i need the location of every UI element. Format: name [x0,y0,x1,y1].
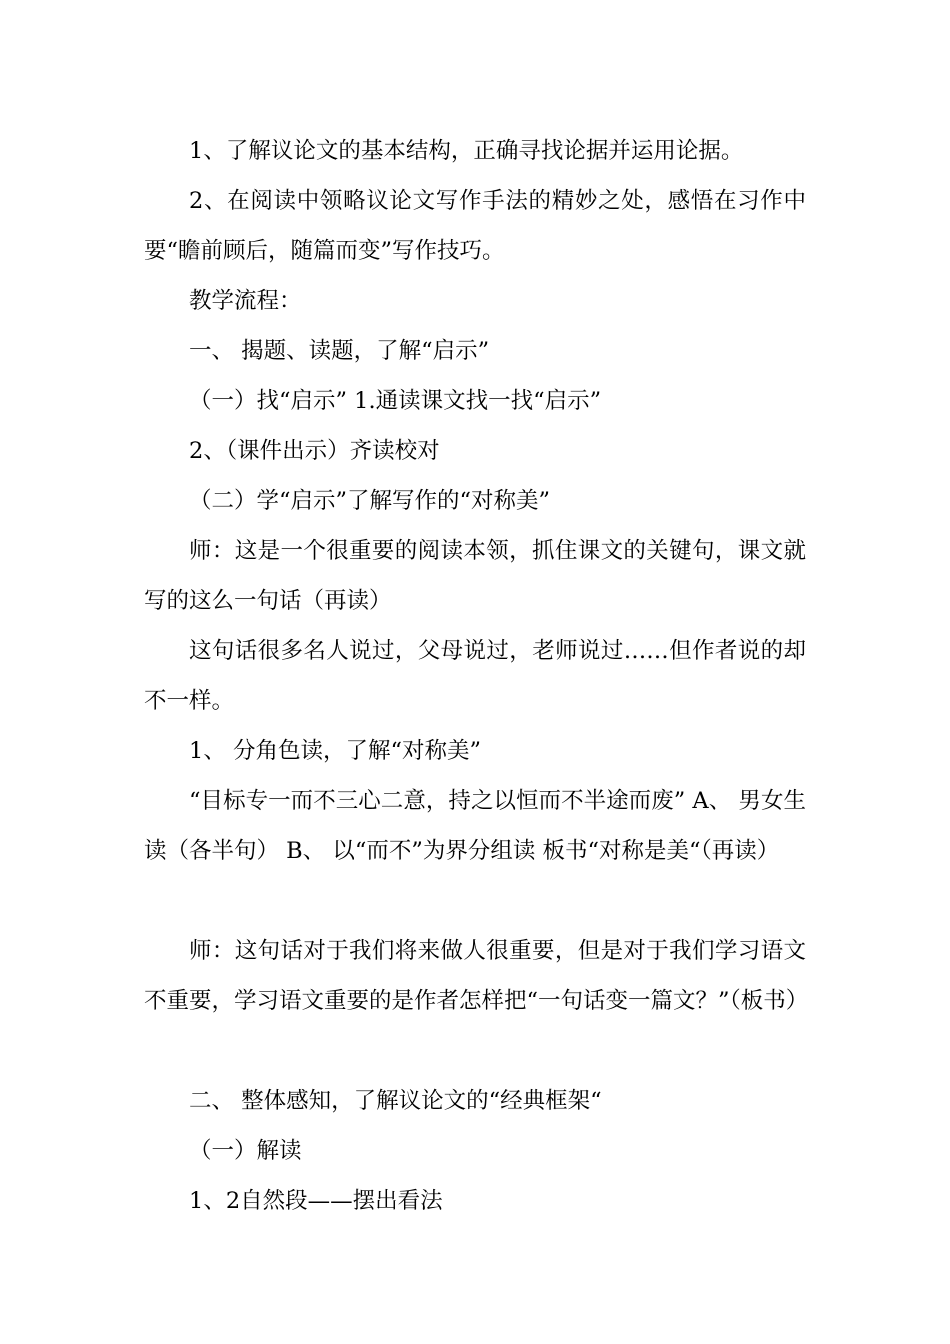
section-heading-teaching-process: 教学流程： [189,288,302,314]
teacher-remark-1: 师：这是一个很重要的阅读本领，抓住课文的关键句，课文就写的这么一句话（再读） [144,538,806,614]
substep-symmetry: （二）学“启示”了解写作的“对称美” [189,488,551,514]
substep-interpret: （一）解读 [189,1138,302,1164]
step-1-heading: 一、 揭题、读题，了解“启示” [189,338,490,364]
step-2-heading: 二、 整体感知，了解议论文的“经典框架“ [189,1088,602,1114]
paragraph-famous-people: 这句话很多名人说过，父母说过，老师说过……但作者说的却不一样。 [144,638,806,714]
objective-2: 2、在阅读中领略议论文写作手法的精妙之处，感悟在习作中要“瞻前顾后，随篇而变”写作技巧。 [144,188,806,264]
substep-read-check: 2、（课件出示）齐读校对 [189,438,440,464]
quote-reading-activity: “目标专一而不三心二意，持之以恒而不半途而废” A、 男女生读（各半句） B、 以“而不”为界分组读 板书“对称是美“（再读） [144,788,806,864]
objective-1: 1、了解议论文的基本结构，正确寻找论据并运用论据。 [189,138,744,164]
teacher-remark-2: 师：这句话对于我们将来做人很重要，但是对于我们学习语文不重要，学习语文重要的是作者怎样把“一句话变一篇文？”（板书） [144,938,809,1014]
substep-paragraph-1-2: 1、2自然段——摆出看法 [189,1188,443,1214]
step-role-reading: 1、 分角色读，了解“对称美” [189,738,481,764]
substep-find-hint: （一）找“启示” 1.通读课文找一找“启示” [189,388,602,414]
